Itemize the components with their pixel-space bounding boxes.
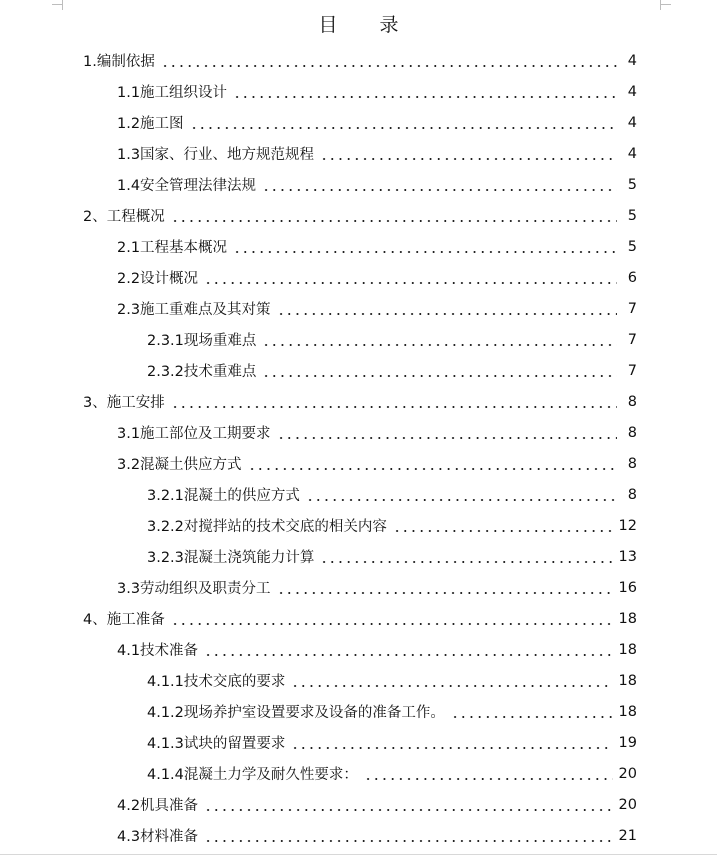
toc-dot-leader [364,767,613,781]
toc-entry-page-number: 5 [627,238,637,255]
toc-entry[interactable] [0,727,717,758]
toc-entry-page-number: 18 [618,703,637,720]
toc-entry[interactable] [0,386,717,417]
toc-entry-page-number: 5 [627,176,637,193]
toc-entry-page-number: 6 [627,269,637,286]
toc-entry-label: 4.1.4混凝土力学及耐久性要求： [147,767,358,783]
page-corner-mark-left-h [52,4,62,5]
toc-entry[interactable] [0,479,717,510]
toc-entry[interactable] [0,262,717,293]
toc-dot-leader [204,798,612,812]
toc-entry-label: 3.2混凝土供应方式 [117,457,242,473]
toc-entry-page-number: 7 [627,331,637,348]
toc-dot-leader [320,550,612,564]
toc-entry[interactable] [0,820,717,851]
toc-entry-page-number: 7 [627,362,637,379]
toc-dot-leader [277,581,613,595]
toc-entry-page-number: 20 [618,765,637,782]
toc-entry[interactable] [0,324,717,355]
toc-entry-page-number: 18 [618,672,637,689]
toc-entry[interactable] [0,76,717,107]
toc-entry-page-number: 4 [627,83,637,100]
toc-dot-leader [171,395,617,409]
toc-entry-page-number: 18 [618,610,637,627]
toc-entry[interactable] [0,448,717,479]
toc-entry[interactable] [0,355,717,386]
toc-entry-page-number: 18 [618,641,637,658]
toc-entry[interactable] [0,696,717,727]
toc-entry-page-number: 13 [618,548,637,565]
toc-entry[interactable] [0,758,717,789]
toc-dot-leader [204,643,612,657]
toc-entry-label: 4.3材料准备 [117,829,199,845]
toc-entry-label: 4.1.1技术交底的要求 [147,674,286,690]
toc-dot-leader [291,674,612,688]
toc-entry-page-number: 12 [618,517,637,534]
toc-dot-leader [233,85,617,99]
toc-entry[interactable] [0,603,717,634]
toc-dot-leader [161,54,617,68]
toc-entry-page-number: 4 [627,52,637,69]
toc-entry-page-number: 8 [627,486,637,503]
toc-entry-label: 2.1工程基本概况 [117,240,228,256]
toc-entry-page-number: 8 [627,393,637,410]
toc-entry-label: 3.2.3混凝土浇筑能力计算 [147,550,315,566]
toc-entry-label: 4.1.3试块的留置要求 [147,736,286,752]
page-corner-mark-right-h [661,4,671,5]
toc-entry-page-number: 5 [627,207,637,224]
toc-entry[interactable] [0,107,717,138]
toc-dot-leader [277,426,617,440]
toc-dot-leader [393,519,613,533]
toc-dot-leader [171,209,617,223]
toc-entry-label: 3.1施工部位及工期要求 [117,426,271,442]
toc-entry[interactable] [0,231,717,262]
toc-dot-leader [233,240,617,254]
toc-entry-label: 1.4安全管理法律法规 [117,178,257,194]
toc-entry-label: 3.2.2对搅拌站的技术交底的相关内容 [147,519,387,535]
toc-entry[interactable] [0,169,717,200]
toc-dot-leader [277,302,617,316]
toc-entry-label: 4.1.2现场养护室设置要求及设备的准备工作。 [147,705,445,721]
toc-entry-label: 4.1技术准备 [117,643,199,659]
page-corner-mark-right [660,0,661,10]
toc-entry-label: 1.3国家、行业、地方规范规程 [117,147,315,163]
toc-entry-label: 2.3.1现场重难点 [147,333,257,349]
toc-dot-leader [190,116,617,130]
toc-entry-label: 4、施工准备 [83,612,165,628]
toc-dot-leader [291,736,612,750]
toc-entry[interactable] [0,665,717,696]
toc-entry-page-number: 21 [618,827,637,844]
toc-entry-label: 2.2设计概况 [117,271,199,287]
toc-entry-page-number: 20 [618,796,637,813]
toc-entry-label: 2.3施工重难点及其对策 [117,302,271,318]
toc-dot-leader [262,178,617,192]
toc-entry-page-number: 16 [618,579,637,596]
toc-entry-page-number: 8 [627,455,637,472]
toc-dot-leader [204,271,617,285]
toc-dot-leader [306,488,617,502]
toc-entry-label: 1.2施工图 [117,116,184,132]
toc-entry-label: 3.3劳动组织及职责分工 [117,581,271,597]
toc-entry[interactable] [0,200,717,231]
toc-entry[interactable] [0,293,717,324]
toc-entry-label: 3.2.1混凝土的供应方式 [147,488,300,504]
toc-entry-label: 2.3.2技术重难点 [147,364,257,380]
toc-entry[interactable] [0,572,717,603]
toc-dot-leader [248,457,617,471]
toc-entry[interactable] [0,634,717,665]
toc-title: 目 录 [318,14,417,36]
toc-entry-label: 3、施工安排 [83,395,165,411]
toc-entry[interactable] [0,541,717,572]
toc-dot-leader [262,333,617,347]
toc-entry[interactable] [0,138,717,169]
toc-dot-leader [171,612,613,626]
toc-dot-leader [451,705,613,719]
toc-entry-page-number: 7 [627,300,637,317]
toc-entry[interactable] [0,417,717,448]
toc-entry-label: 2、工程概况 [83,209,165,225]
toc-entry-page-number: 19 [618,734,637,751]
page-corner-mark-left [62,0,63,10]
toc-entry[interactable] [0,789,717,820]
toc-entry[interactable] [0,510,717,541]
toc-entry-page-number: 4 [627,145,637,162]
toc-entry[interactable] [0,45,717,76]
toc-entry-page-number: 4 [627,114,637,131]
toc-dot-leader [320,147,617,161]
toc-entry-page-number: 8 [627,424,637,441]
toc-dot-leader [262,364,617,378]
toc-entry-label: 1.编制依据 [83,54,155,70]
toc-entry-label: 1.1施工组织设计 [117,85,228,101]
toc-entry-label: 4.2机具准备 [117,798,199,814]
toc-dot-leader [204,829,612,843]
